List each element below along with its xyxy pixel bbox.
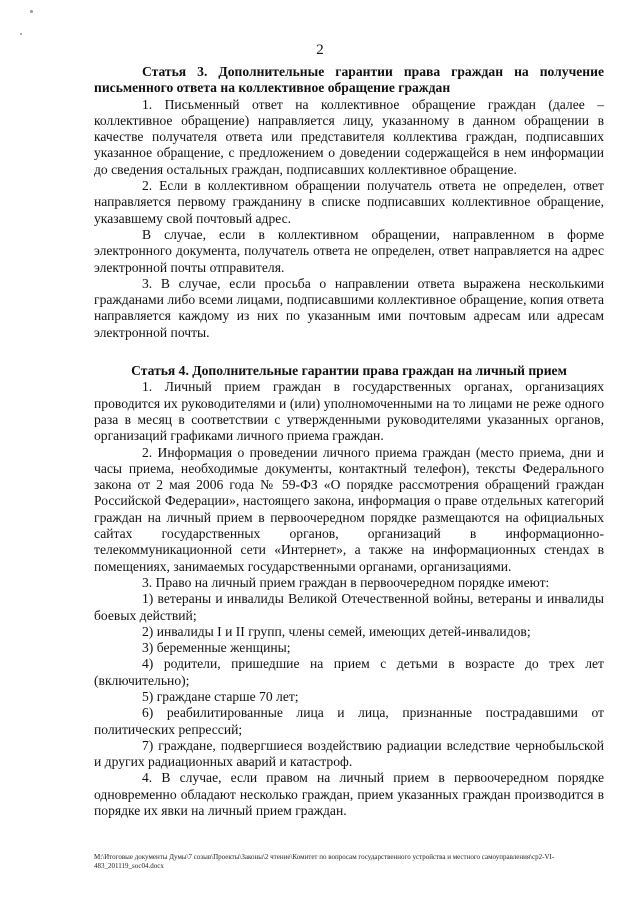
article-3-paragraph: 3. В случае, если просьба о направлении ответа выражена несколькими гражданами либо всеми лицами, подписавшими коллективное обращение, копия ответа направляется каждому из них по указанным ими почтовым адресам или адресам электронной почты. (94, 275, 604, 340)
article-4-paragraph: 2. Информация о проведении личного приема граждан (место приема, дни и часы приема, необходимые документы, контактный телефон), тексты Федерального закона от 2 мая 2006 года № 59-ФЗ «О порядке рассмотрения обращений граждан Российской Федерации», настоящего закона, информация о праве отдельных категорий граждан на личный прием в первоочередном порядке размещаются на официальных сайтах государственных органов, организаций в информационно-телекоммуникационной сети «Интернет», а также на информационных стендах в помещениях, занимаемых государственными органами, организациями. (94, 444, 604, 574)
scan-speck (20, 33, 22, 35)
article-4-title: Статья 4. Дополнительные гарантии права граждан на личный прием (131, 363, 567, 379)
article-4-paragraph: 4. В случае, если правом на личный прием в первоочередном порядке одновременно обладают несколько граждан, прием указанных граждан производится в порядке их явки на личный прием граждан. (94, 770, 604, 819)
article-3-paragraph: 1. Письменный ответ на коллективное обращение граждан (далее – коллективное обращение) направляется лицу, указанному в данном обращении в качестве получателя ответа или представителя коллектива граждан, подписавших указанное обращение, с предложением о доведении содержащейся в нем информации до сведения остальных граждан, подписавших коллективное обращение. (94, 96, 604, 177)
article-4-list-item: 7) граждане, подвергшиеся воздействию радиации вследствие чернобыльской и других радиационных аварий и катастроф. (94, 737, 604, 770)
scan-speck (30, 10, 33, 13)
article-3-paragraph: 2. Если в коллективном обращении получатель ответа не определен, ответ направляется первому гражданину в списке подписавших коллективное обращение, указавшему свой почтовый адрес. (94, 178, 604, 226)
article-4-paragraph: 3. Право на личный прием граждан в первоочередном порядке имеют: (142, 574, 550, 590)
file-path-footer: M:\Итоговые документы Думы\7 созыв\Проекты\Законы\2 чтение\Комитет по вопросам государственного устройства и местного самоуправления\ср2-VI-483_201119_sос04.docx (94, 853, 555, 870)
article-4-list-item: 3) беременные женщины; (142, 640, 291, 656)
page-number: 2 (316, 42, 324, 58)
article-3-title: Статья 3. Дополнительные гарантии права граждан на получение письменного ответа на коллективное обращение граждан (94, 64, 604, 96)
article-4-list-item: 5) граждане старше 70 лет; (142, 688, 299, 704)
article-3-paragraph: В случае, если в коллективном обращении, направленном в форме электронного документа, получатель ответа не определен, ответ направляется на адрес электронной почты отправителя. (94, 226, 604, 275)
article-4-paragraph: 1. Личный прием граждан в государственных органах, организациях проводится их руководителями и (или) уполномоченными на то лицами не реже одного раза в месяц в соответствии с утвержденными руководителями указанных органов, организаций графиками личного приема граждан. (94, 379, 604, 444)
article-4-list-item: 6) реабилитированные лица и лица, признанные пострадавшими от политических репрессий; (94, 705, 604, 737)
article-4-list-item: 4) родители, пришедшие на прием с детьми в возрасте до трех лет (включительно); (94, 656, 604, 688)
section-spacer (94, 341, 604, 363)
article-4-list-item: 2) инвалиды I и II групп, члены семей, имеющих детей-инвалидов; (142, 623, 531, 639)
article-4-list-item: 1) ветераны и инвалиды Великой Отечественной войны, ветераны и инвалиды боевых действий; (94, 591, 604, 623)
document-body (94, 64, 604, 819)
